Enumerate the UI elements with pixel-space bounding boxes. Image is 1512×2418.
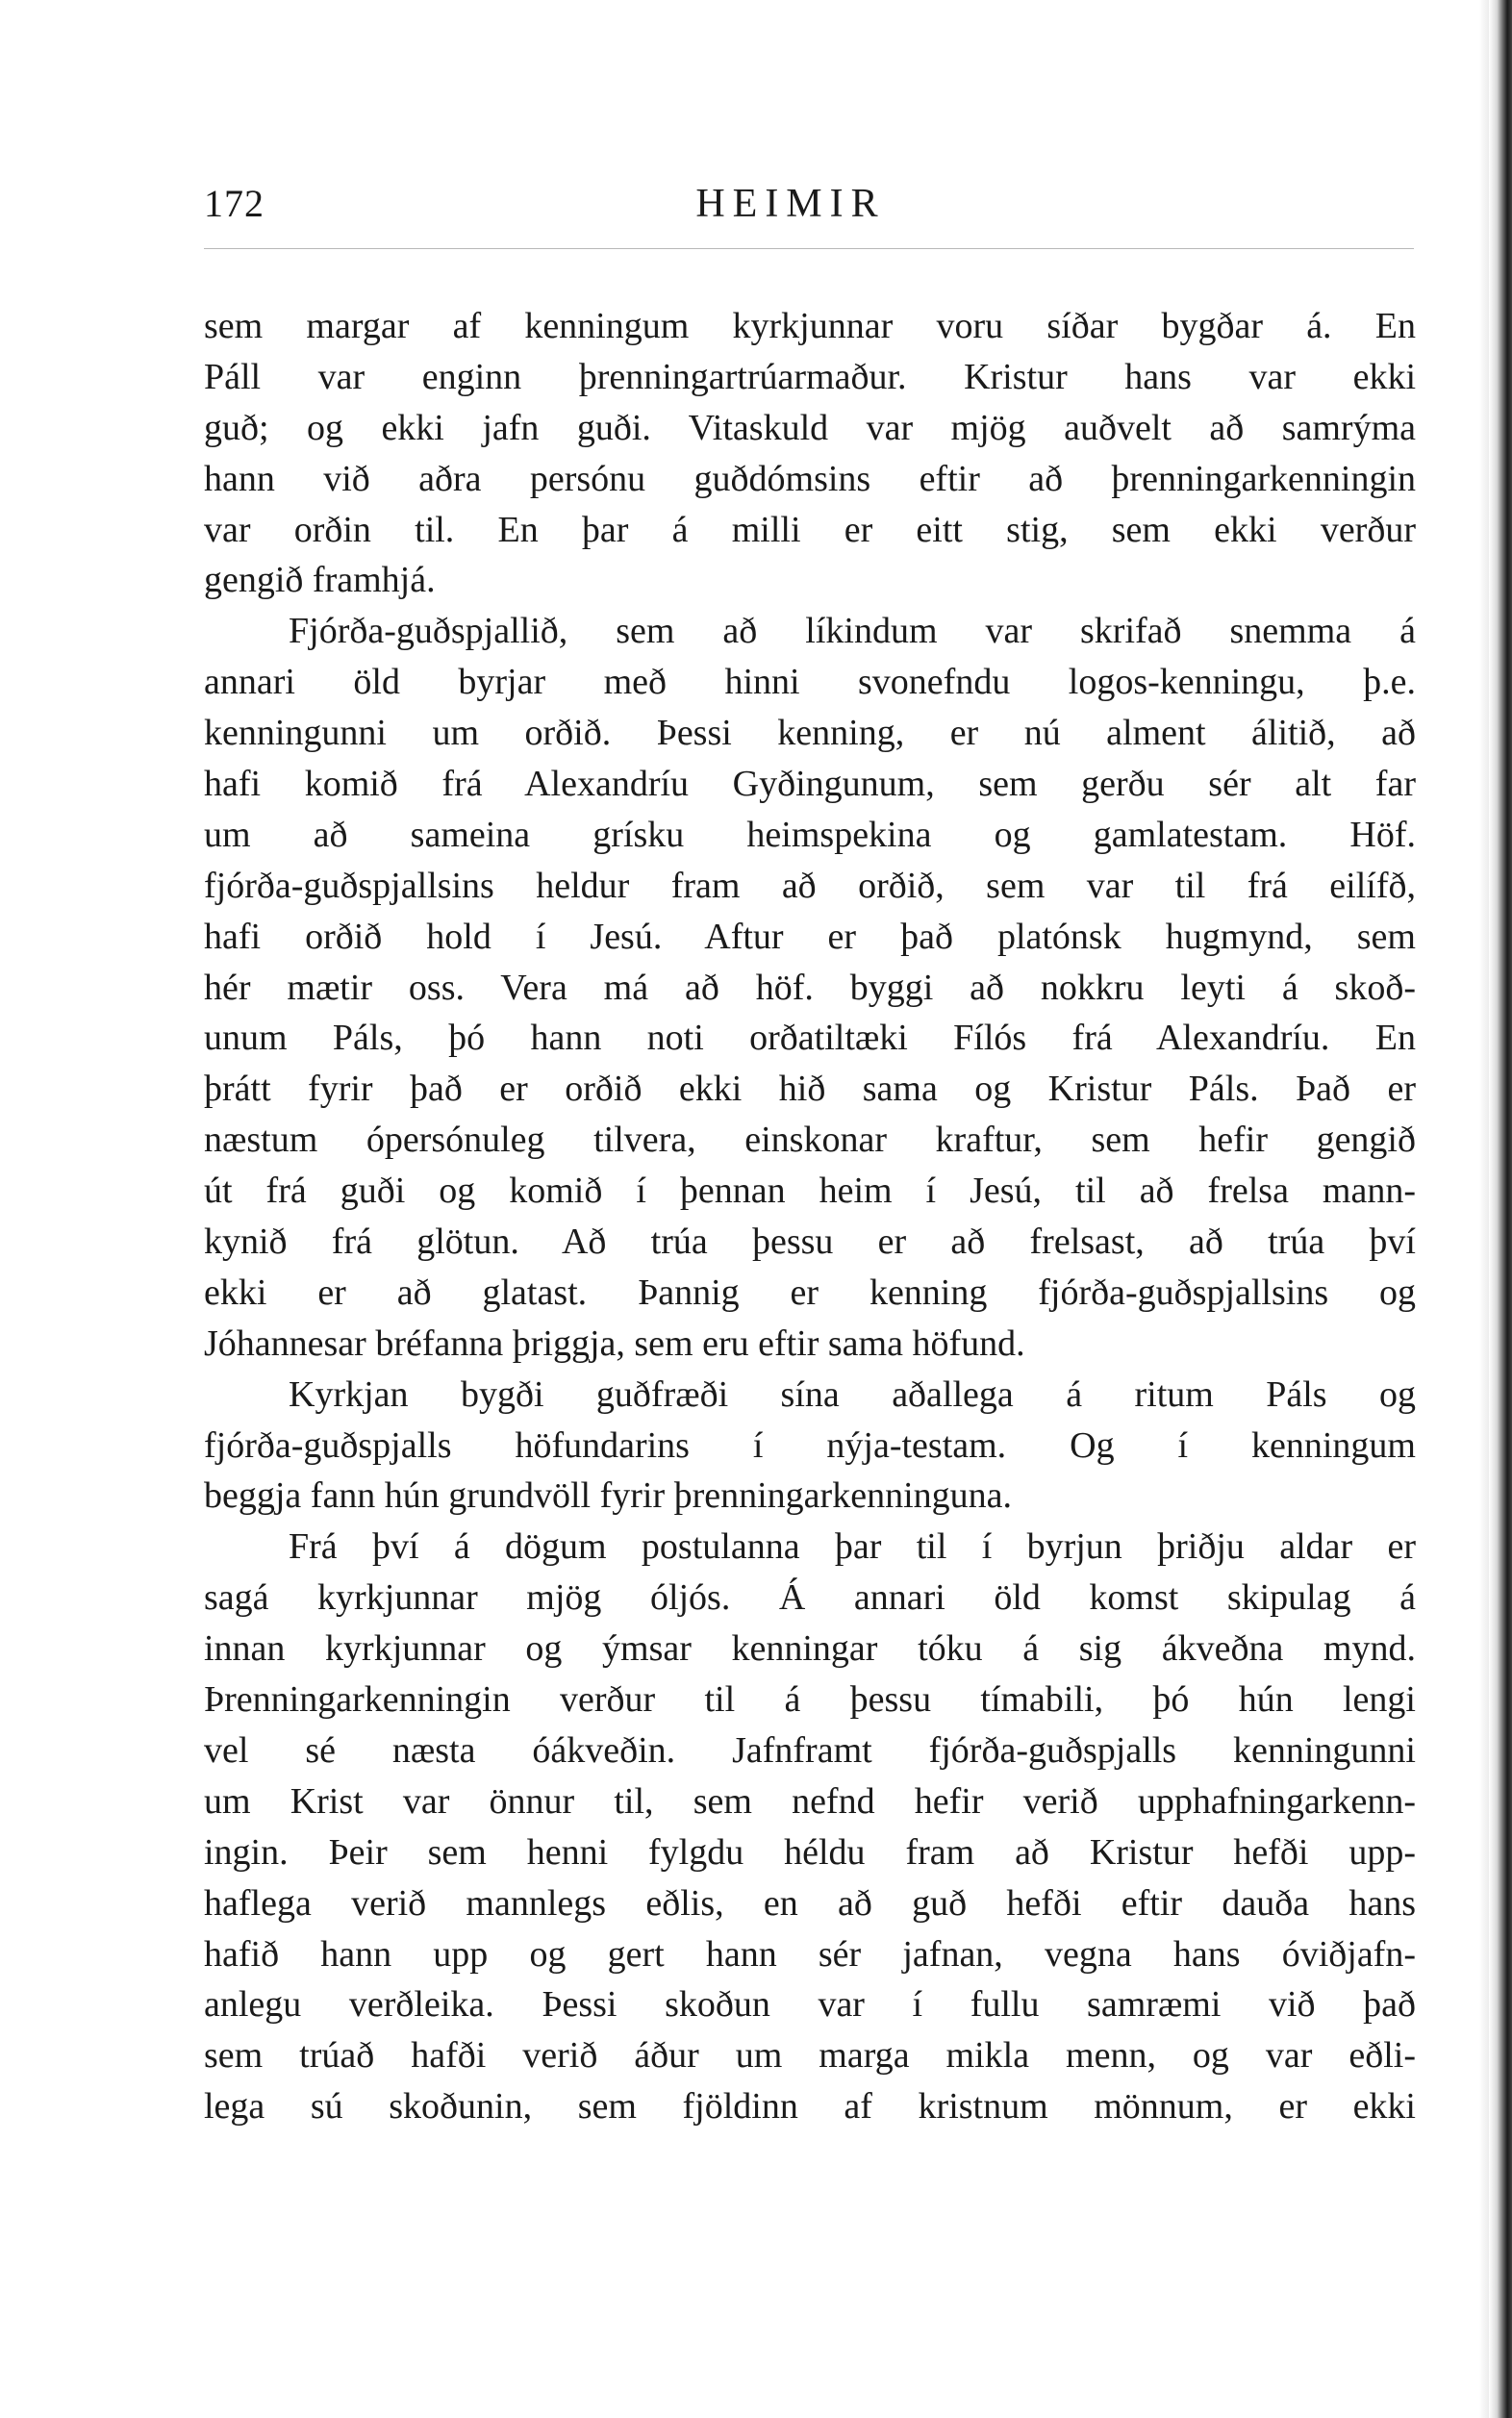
text-line: ingin. Þeir sem henni fylgdu héldu fram að Kristur hefði upp-: [204, 1831, 1416, 1873]
text-line: næstum ópersónuleg tilvera, einskonar kraftur, sem hefir gengið: [204, 1120, 1416, 1161]
book-spine-edge: [1489, 0, 1512, 2418]
body-text: [204, 301, 1416, 2132]
text-line: sem margar af kenningum kyrkjunnar voru síðar bygðar á. En: [204, 306, 1416, 346]
text-line: beggja fann hún grundvöll fyrir þrenningarkenninguna.: [204, 1475, 1012, 1517]
text-line: út frá guði og komið í þennan heim í Jesú, til að frelsa mann-: [204, 1171, 1416, 1212]
text-line: sagá kyrkjunnar mjög óljós. Á annari öld komst skipulag á: [204, 1577, 1416, 1619]
text-line: kynið frá glötun. Að trúa þessu er að frelsast, að trúa því: [204, 1222, 1416, 1263]
running-title: HEIMIR: [695, 182, 886, 226]
text-line: innan kyrkjunnar og ýmsar kenningar tóku á sig ákveðna mynd.: [204, 1628, 1416, 1670]
text-line: fjórða-guðspjalls höfundarins í nýja-testam. Og í kenningum: [204, 1424, 1416, 1466]
page-number: 172: [204, 182, 265, 225]
text-line: lega sú skoðunin, sem fjöldinn af kristnum mönnum, er ekki: [204, 2086, 1416, 2128]
text-line: unum Páls, þó hann noti orðatiltæki Fílós frá Alexandríu. En: [204, 1018, 1416, 1059]
text-line: ekki er að glatast. Þannig er kenning fjórða-guðspjallsins og: [204, 1272, 1416, 1313]
paragraph-start-line: Fjórða-guðspjallið, sem að líkindum var skrifað snemma á: [289, 611, 1416, 652]
paragraph-start-line: Frá því á dögum postulanna þar til í byrjun þriðju aldar er: [289, 1526, 1416, 1568]
text-line: hér mætir oss. Vera má að höf. byggi að nokkru leyti á skoð-: [204, 967, 1416, 1008]
text-line: hann við aðra persónu guðdómsins eftir að þrenningarkenningin: [204, 458, 1416, 499]
text-line: hafið hann upp og gert hann sér jafnan, vegna hans óviðjafn-: [204, 1933, 1416, 1975]
text-line: um að sameina grísku heimspekina og gamlatestam. Höf.: [204, 814, 1416, 855]
text-line: Þrenningarkenningin verður til á þessu tímabili, þó hún lengi: [204, 1679, 1416, 1721]
text-line: haflega verið mannlegs eðlis, en að guð hefði eftir dauða hans: [204, 1882, 1416, 1924]
paragraph-start-line: Kyrkjan bygði guðfræði sína aðallega á ritum Páls og: [289, 1373, 1416, 1415]
header-rule: [204, 248, 1414, 249]
text-line: gengið framhjá.: [204, 560, 436, 601]
text-line: hafi orðið hold í Jesú. Aftur er það platónsk hugmynd, sem: [204, 916, 1416, 957]
page-edge-shadow: [1479, 0, 1489, 2418]
text-line: var orðin til. En þar á milli er eitt stig, sem ekki verður: [204, 509, 1416, 550]
text-line: vel sé næsta óákveðin. Jafnframt fjórða-guðspjalls kenningunni: [204, 1729, 1416, 1771]
text-line: sem trúað hafði verið áður um marga mikla menn, og var eðli-: [204, 2035, 1416, 2077]
text-line: guð; og ekki jafn guði. Vitaskuld var mjög auðvelt að samrýma: [204, 407, 1416, 448]
text-line: þrátt fyrir það er orðið ekki hið sama og Kristur Páls. Það er: [204, 1069, 1416, 1110]
text-line: anlegu verðleika. Þessi skoðun var í fullu samræmi við það: [204, 1984, 1416, 2026]
text-line: fjórða-guðspjallsins heldur fram að orðið, sem var til frá eilífð,: [204, 865, 1416, 906]
page-header: [204, 181, 1416, 239]
text-line: annari öld byrjar með hinni svonefndu logos-kenningu, þ.e.: [204, 662, 1416, 703]
text-line: kenningunni um orðið. Þessi kenning, er nú alment álitið, að: [204, 713, 1416, 754]
text-line: um Krist var önnur til, sem nefnd hefir verið upphafningarkenn-: [204, 1780, 1416, 1822]
text-line: hafi komið frá Alexandríu Gyðingunum, sem gerðu sér alt far: [204, 764, 1416, 805]
text-line: Jóhannesar bréfanna þriggja, sem eru eftir sama höfund.: [204, 1322, 1025, 1364]
text-line: Páll var enginn þrenningartrúarmaður. Kristur hans var ekki: [204, 356, 1416, 397]
